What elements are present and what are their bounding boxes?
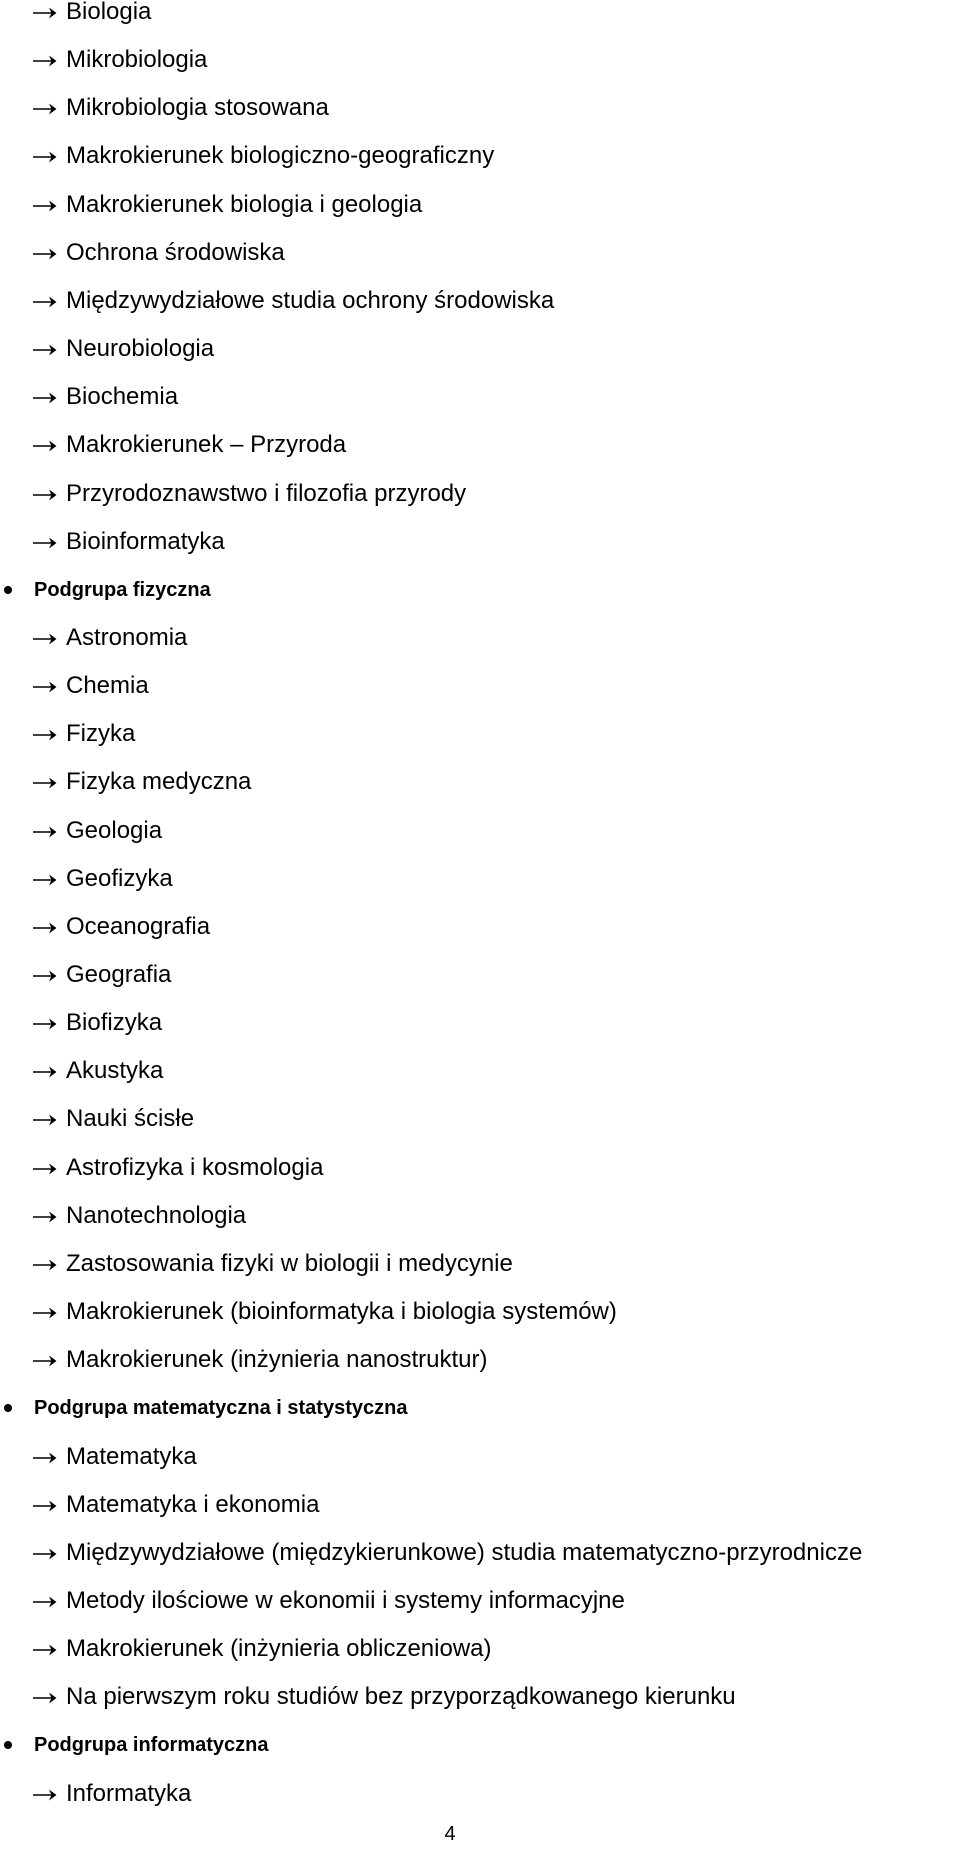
arrow-right-icon bbox=[32, 1015, 66, 1031]
item-label: Bioinformatyka bbox=[66, 527, 225, 555]
arrow-right-icon bbox=[32, 1208, 66, 1224]
item-label: Fizyka bbox=[66, 720, 136, 748]
item-label: Geologia bbox=[66, 816, 163, 844]
subgroup-label: Podgrupa informatyczna bbox=[34, 1734, 269, 1757]
item-label: Międzywydziałowe (międzykierunkowe) studia matematyczno-przyrodnicze bbox=[66, 1538, 863, 1566]
arrow-right-icon bbox=[32, 1545, 66, 1561]
page-number: 4 bbox=[444, 1823, 456, 1845]
list-item bbox=[32, 907, 210, 947]
arrow-right-icon bbox=[32, 1160, 66, 1176]
arrow-right-icon bbox=[32, 726, 66, 742]
arrow-right-icon bbox=[32, 678, 66, 694]
item-label: Mikrobiologia bbox=[66, 46, 208, 74]
item-label: Nanotechnologia bbox=[66, 1201, 247, 1229]
list-item bbox=[32, 618, 187, 658]
item-label: Na pierwszym roku studiów bez przyporządkowanego kierunku bbox=[66, 1683, 736, 1711]
item-label: Matematyka i ekonomia bbox=[66, 1490, 320, 1518]
list-item bbox=[32, 666, 149, 706]
bullet-icon bbox=[4, 1404, 12, 1412]
list-item bbox=[32, 714, 135, 754]
list-item bbox=[32, 0, 151, 32]
subgroup-label: Podgrupa matematyczna i statystyczna bbox=[34, 1397, 408, 1420]
arrow-right-icon bbox=[32, 534, 66, 550]
arrow-right-icon bbox=[32, 100, 66, 116]
list-item bbox=[32, 811, 162, 851]
item-label: Biochemia bbox=[66, 383, 179, 411]
item-label: Geografia bbox=[66, 961, 172, 988]
arrow-right-icon bbox=[32, 389, 66, 405]
item-label: Makrokierunek (bioinformatyka i biologia systemów) bbox=[66, 1298, 617, 1326]
arrow-right-icon bbox=[32, 1689, 66, 1705]
arrow-right-icon bbox=[32, 148, 66, 164]
arrow-right-icon bbox=[32, 1304, 66, 1320]
item-label: Przyrodoznawstwo i filozofia przyrody bbox=[66, 479, 467, 507]
list-item bbox=[32, 1148, 323, 1188]
list-item bbox=[32, 1051, 163, 1091]
arrow-right-icon bbox=[32, 293, 66, 309]
list-item bbox=[32, 281, 554, 321]
bullet-icon bbox=[4, 1741, 12, 1749]
arrow-right-icon bbox=[32, 1786, 66, 1802]
subgroup-label: Podgrupa fizyczna bbox=[34, 578, 211, 601]
item-label: Mikrobiologia stosowana bbox=[66, 94, 329, 122]
list-item bbox=[32, 1003, 162, 1043]
arrow-right-icon bbox=[32, 437, 66, 453]
list-item bbox=[32, 329, 214, 369]
arrow-right-icon bbox=[32, 1111, 66, 1127]
arrow-right-icon bbox=[32, 1063, 66, 1079]
item-label: Metody ilościowe w ekonomii i systemy informacyjne bbox=[66, 1586, 625, 1614]
list-item bbox=[32, 136, 494, 176]
list-item bbox=[32, 1774, 191, 1814]
arrow-right-icon bbox=[32, 823, 66, 839]
item-label: Międzywydziałowe studia ochrony środowiska bbox=[66, 286, 555, 314]
list-item bbox=[32, 955, 171, 995]
item-label: Neurobiologia bbox=[66, 335, 215, 363]
list-item bbox=[32, 88, 329, 128]
item-label: Makrokierunek biologiczno-geograficzny bbox=[66, 142, 495, 170]
arrow-right-icon bbox=[32, 871, 66, 887]
list-item bbox=[32, 40, 207, 80]
arrow-right-icon bbox=[32, 486, 66, 502]
list-item bbox=[32, 1485, 319, 1525]
arrow-right-icon bbox=[32, 774, 66, 790]
list-item bbox=[32, 377, 178, 417]
item-label: Informatyka bbox=[66, 1779, 192, 1807]
item-label: Astrofizyka i kosmologia bbox=[66, 1153, 324, 1181]
item-label: Astronomia bbox=[66, 623, 188, 651]
arrow-right-icon bbox=[32, 245, 66, 261]
list-item bbox=[32, 1533, 862, 1573]
subgroup-heading bbox=[4, 570, 211, 610]
list-item bbox=[32, 859, 173, 899]
item-label: Geofizyka bbox=[66, 864, 173, 892]
item-label: Ochrona środowiska bbox=[66, 238, 285, 266]
arrow-right-icon bbox=[32, 1641, 66, 1657]
list-item bbox=[32, 1629, 492, 1669]
list-item bbox=[32, 1292, 617, 1332]
list-item bbox=[32, 1099, 194, 1139]
item-label: Makrokierunek – Przyroda bbox=[66, 431, 347, 459]
item-label: Fizyka medyczna bbox=[66, 768, 252, 796]
list-item bbox=[32, 1340, 488, 1380]
arrow-right-icon bbox=[32, 341, 66, 357]
item-label: Makrokierunek biologia i geologia bbox=[66, 190, 423, 218]
item-label: Matematyka bbox=[66, 1442, 197, 1470]
item-label: Zastosowania fizyki w biologii i medycynie bbox=[66, 1249, 513, 1277]
arrow-right-icon bbox=[32, 197, 66, 213]
list-item bbox=[32, 522, 225, 562]
list-item bbox=[32, 474, 466, 514]
subgroup-heading bbox=[4, 1725, 268, 1765]
bullet-icon bbox=[4, 586, 12, 594]
list-item bbox=[32, 233, 285, 273]
arrow-right-icon bbox=[32, 4, 66, 20]
subgroup-heading bbox=[4, 1388, 407, 1428]
list-item bbox=[32, 1196, 246, 1236]
arrow-right-icon bbox=[32, 1449, 66, 1465]
arrow-right-icon bbox=[32, 919, 66, 935]
arrow-right-icon bbox=[32, 1256, 66, 1272]
list-item bbox=[32, 1244, 513, 1284]
arrow-right-icon bbox=[32, 1497, 66, 1513]
item-label: Akustyka bbox=[66, 1057, 164, 1085]
list-item bbox=[32, 1581, 625, 1621]
arrow-right-icon bbox=[32, 630, 66, 646]
list-item bbox=[32, 425, 346, 465]
arrow-right-icon bbox=[32, 52, 66, 68]
item-label: Makrokierunek (inżynieria obliczeniowa) bbox=[66, 1635, 492, 1663]
list-item bbox=[32, 185, 422, 225]
list-item bbox=[32, 1437, 197, 1477]
item-label: Oceanografia bbox=[66, 912, 211, 940]
list-item bbox=[32, 762, 251, 802]
item-label: Biofizyka bbox=[66, 1009, 163, 1037]
item-label: Makrokierunek (inżynieria nanostruktur) bbox=[66, 1346, 488, 1374]
arrow-right-icon bbox=[32, 967, 66, 983]
list-item bbox=[32, 1677, 736, 1717]
arrow-right-icon bbox=[32, 1352, 66, 1368]
item-label: Chemia bbox=[66, 672, 149, 700]
item-label: Biologia bbox=[66, 0, 152, 25]
item-label: Nauki ścisłe bbox=[66, 1105, 195, 1133]
arrow-right-icon bbox=[32, 1593, 66, 1609]
